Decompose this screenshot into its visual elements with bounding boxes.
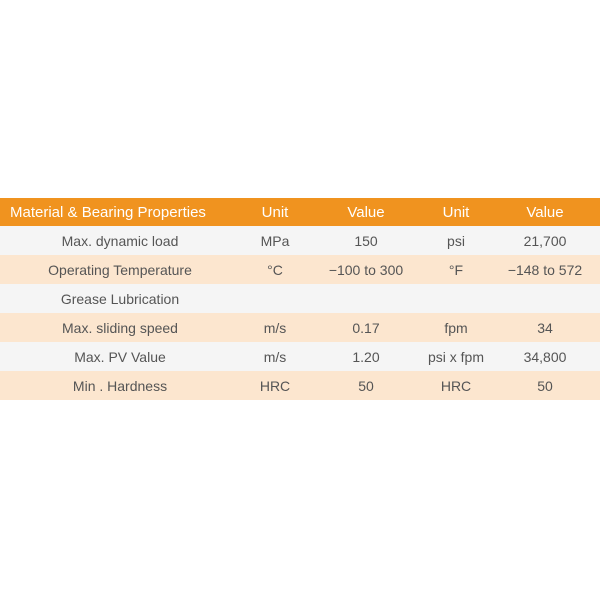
cell-unit-metric: m/s — [263, 348, 287, 365]
cell-value-metric: 1.20 — [352, 348, 380, 365]
cell-unit-imperial: HRC — [440, 377, 472, 394]
cell-property: Grease Lubrication — [60, 290, 180, 307]
cell-value-imperial — [490, 284, 600, 313]
cell-unit-imperial — [422, 284, 490, 313]
cell-value-imperial: 34 — [537, 319, 553, 336]
header-unit-imperial: Unit — [442, 203, 470, 221]
header-unit-metric: Unit — [261, 203, 289, 221]
cell-unit-imperial: °F — [448, 261, 464, 278]
cell-unit-imperial: fpm — [444, 319, 468, 336]
properties-table — [0, 198, 600, 400]
table-header-row — [0, 198, 600, 226]
cell-unit-metric — [240, 284, 310, 313]
cell-unit-imperial: psi — [447, 232, 465, 249]
cell-property: Min . Hardness — [72, 377, 168, 394]
cell-value-metric — [310, 284, 422, 313]
table-row — [0, 371, 600, 400]
table-row — [0, 342, 600, 371]
header-property: Material & Bearing Properties — [10, 203, 206, 221]
table-row — [0, 255, 600, 284]
header-value-imperial: Value — [526, 203, 564, 221]
cell-unit-imperial: psi x fpm — [427, 348, 484, 365]
cell-value-imperial: 50 — [537, 377, 553, 394]
cell-property: Max. sliding speed — [62, 319, 178, 336]
cell-value-metric: 150 — [354, 232, 378, 249]
cell-value-metric: −100 to 300 — [328, 261, 404, 278]
header-value-metric: Value — [347, 203, 385, 221]
cell-value-imperial: 34,800 — [523, 348, 567, 365]
cell-unit-metric: °C — [267, 261, 283, 278]
cell-value-metric: 0.17 — [352, 319, 380, 336]
cell-property: Max. PV Value — [74, 348, 166, 365]
cell-unit-metric: HRC — [259, 377, 291, 394]
cell-value-imperial: −148 to 572 — [507, 261, 583, 278]
table-row — [0, 313, 600, 342]
cell-property: Operating Temperature — [48, 261, 192, 278]
cell-unit-metric: MPa — [260, 232, 290, 249]
table-row — [0, 284, 600, 313]
cell-unit-metric: m/s — [263, 319, 287, 336]
cell-value-metric: 50 — [358, 377, 374, 394]
cell-property: Max. dynamic load — [61, 232, 179, 249]
table-row — [0, 226, 600, 255]
cell-value-imperial: 21,700 — [523, 232, 567, 249]
